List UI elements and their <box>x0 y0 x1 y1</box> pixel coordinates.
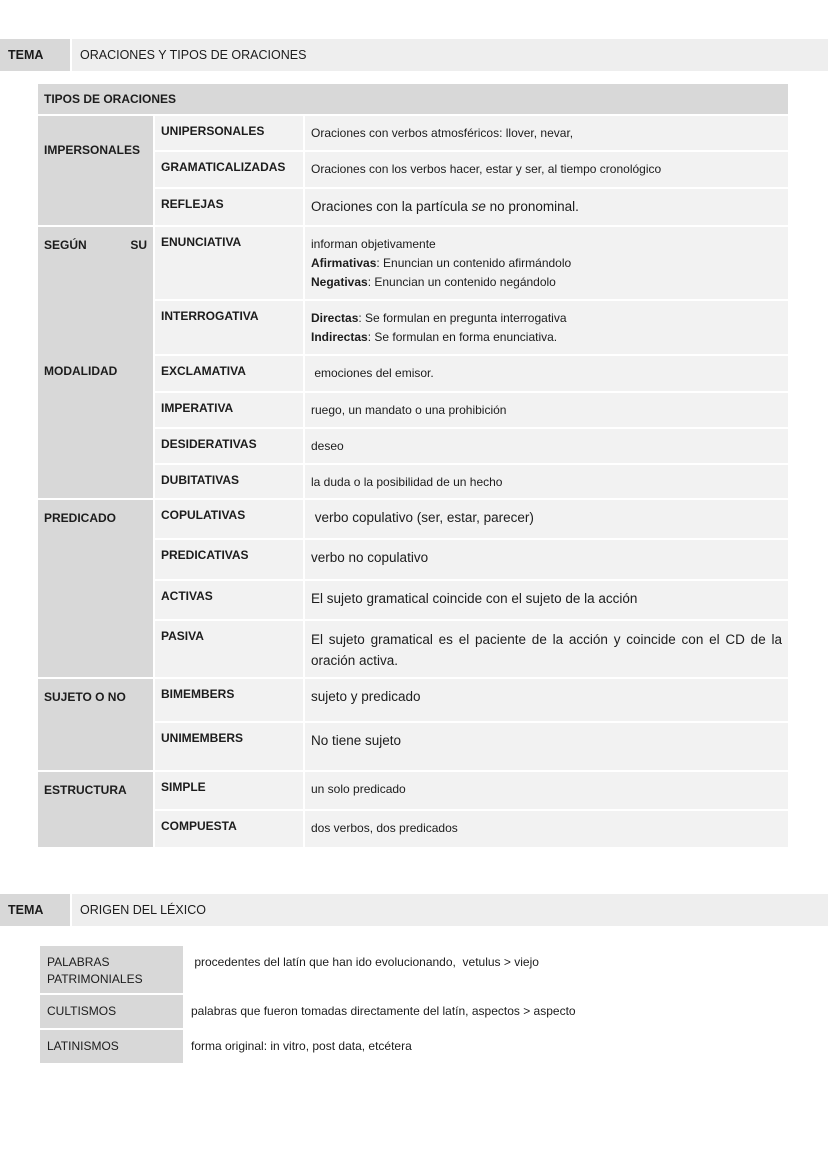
row-desc: dos verbos, dos predicados <box>305 811 788 847</box>
row-label: EXCLAMATIVA <box>155 356 303 391</box>
group-name: SUJETO O NO <box>38 679 153 770</box>
tema-label: TEMA <box>0 39 70 71</box>
row-label: COPULATIVAS <box>155 500 303 538</box>
table-row <box>155 189 788 225</box>
table-row <box>155 301 788 354</box>
group-name: IMPERSONALES <box>38 116 153 225</box>
row-label: DUBITATIVAS <box>155 465 303 498</box>
row-desc: un solo predicado <box>305 772 788 809</box>
table-row <box>155 581 788 619</box>
table-row <box>155 621 788 677</box>
row-label: PASIVA <box>155 621 303 677</box>
tema-bar-oraciones <box>0 39 828 71</box>
table-row <box>155 465 788 498</box>
row-label: INTERROGATIVA <box>155 301 303 354</box>
row-label: UNIPERSONALES <box>155 116 303 150</box>
row-label: ACTIVAS <box>155 581 303 619</box>
row-label: UNIMEMBERS <box>155 723 303 770</box>
tema-title: ORACIONES Y TIPOS DE ORACIONES <box>72 39 828 71</box>
group-name: SEGÚN SU MODALIDAD <box>38 227 153 498</box>
table-row <box>155 393 788 427</box>
table-row <box>155 679 788 721</box>
tema-bar-lexico <box>0 894 828 926</box>
table-row <box>155 152 788 187</box>
group-name: PREDICADO <box>38 500 153 677</box>
group-estructura <box>38 772 788 847</box>
row-desc: verbo copulativo (ser, estar, parecer) <box>305 500 788 538</box>
tipos-oraciones-table <box>38 84 788 849</box>
table-row <box>155 723 788 770</box>
row-desc: Oraciones con los verbos hacer, estar y ser, al tiempo cronológico <box>305 152 788 187</box>
table-row <box>155 811 788 847</box>
row-desc: Oraciones con la partícula se no pronominal. <box>305 189 788 225</box>
table-row <box>155 356 788 391</box>
table-row <box>155 227 788 299</box>
origen-lexico-table <box>40 946 690 1065</box>
row-label: SIMPLE <box>155 772 303 809</box>
table-row <box>40 1030 690 1063</box>
row-desc: verbo no copulativo <box>305 540 788 579</box>
row-label: PREDICATIVAS <box>155 540 303 579</box>
row-desc: sujeto y predicado <box>305 679 788 721</box>
table-header: TIPOS DE ORACIONES <box>38 84 788 114</box>
row-desc: El sujeto gramatical es el paciente de la acción y coincide con el CD de la oración activa. <box>305 621 788 677</box>
row-label: PALABRAS PATRIMONIALES <box>40 946 183 993</box>
table-row <box>155 429 788 463</box>
table-row <box>155 500 788 538</box>
row-desc: deseo <box>305 429 788 463</box>
row-desc: emociones del emisor. <box>305 356 788 391</box>
row-label: COMPUESTA <box>155 811 303 847</box>
row-desc: informan objetivamente Afirmativas: Enuncian un contenido afirmándolo Negativas: Enuncian un contenido negándolo <box>305 227 788 299</box>
row-desc: procedentes del latín que han ido evolucionando, vetulus > viejo <box>191 955 539 969</box>
row-label: GRAMATICALIZADAS <box>155 152 303 187</box>
row-desc: Directas: Se formulan en pregunta interrogativa Indirectas: Se formulan en forma enunciativa. <box>305 301 788 354</box>
table-row <box>155 116 788 150</box>
row-desc: ruego, un mandato o una prohibición <box>305 393 788 427</box>
row-desc: No tiene sujeto <box>305 723 788 770</box>
row-label: CULTISMOS <box>40 995 183 1028</box>
group-name: ESTRUCTURA <box>38 772 153 847</box>
tema-title: ORIGEN DEL LÉXICO <box>72 894 828 926</box>
table-row <box>155 772 788 809</box>
row-label: LATINISMOS <box>40 1030 183 1063</box>
row-desc: El sujeto gramatical coincide con el sujeto de la acción <box>305 581 788 619</box>
row-desc: forma original: in vitro, post data, etcétera <box>191 1039 412 1053</box>
group-sujeto <box>38 679 788 770</box>
table-row <box>40 946 690 993</box>
group-modalidad <box>38 227 788 498</box>
table-row <box>155 540 788 579</box>
tema-label: TEMA <box>0 894 70 926</box>
row-desc: Oraciones con verbos atmosféricos: llover, nevar, <box>305 116 788 150</box>
table-row <box>40 995 690 1028</box>
row-desc: la duda o la posibilidad de un hecho <box>305 465 788 498</box>
row-label: REFLEJAS <box>155 189 303 225</box>
row-label: ENUNCIATIVA <box>155 227 303 299</box>
row-label: DESIDERATIVAS <box>155 429 303 463</box>
group-impersonales <box>38 116 788 225</box>
row-label: BIMEMBERS <box>155 679 303 721</box>
row-desc: palabras que fueron tomadas directamente del latín, aspectos > aspecto <box>191 1004 576 1018</box>
group-predicado <box>38 500 788 677</box>
row-label: IMPERATIVA <box>155 393 303 427</box>
